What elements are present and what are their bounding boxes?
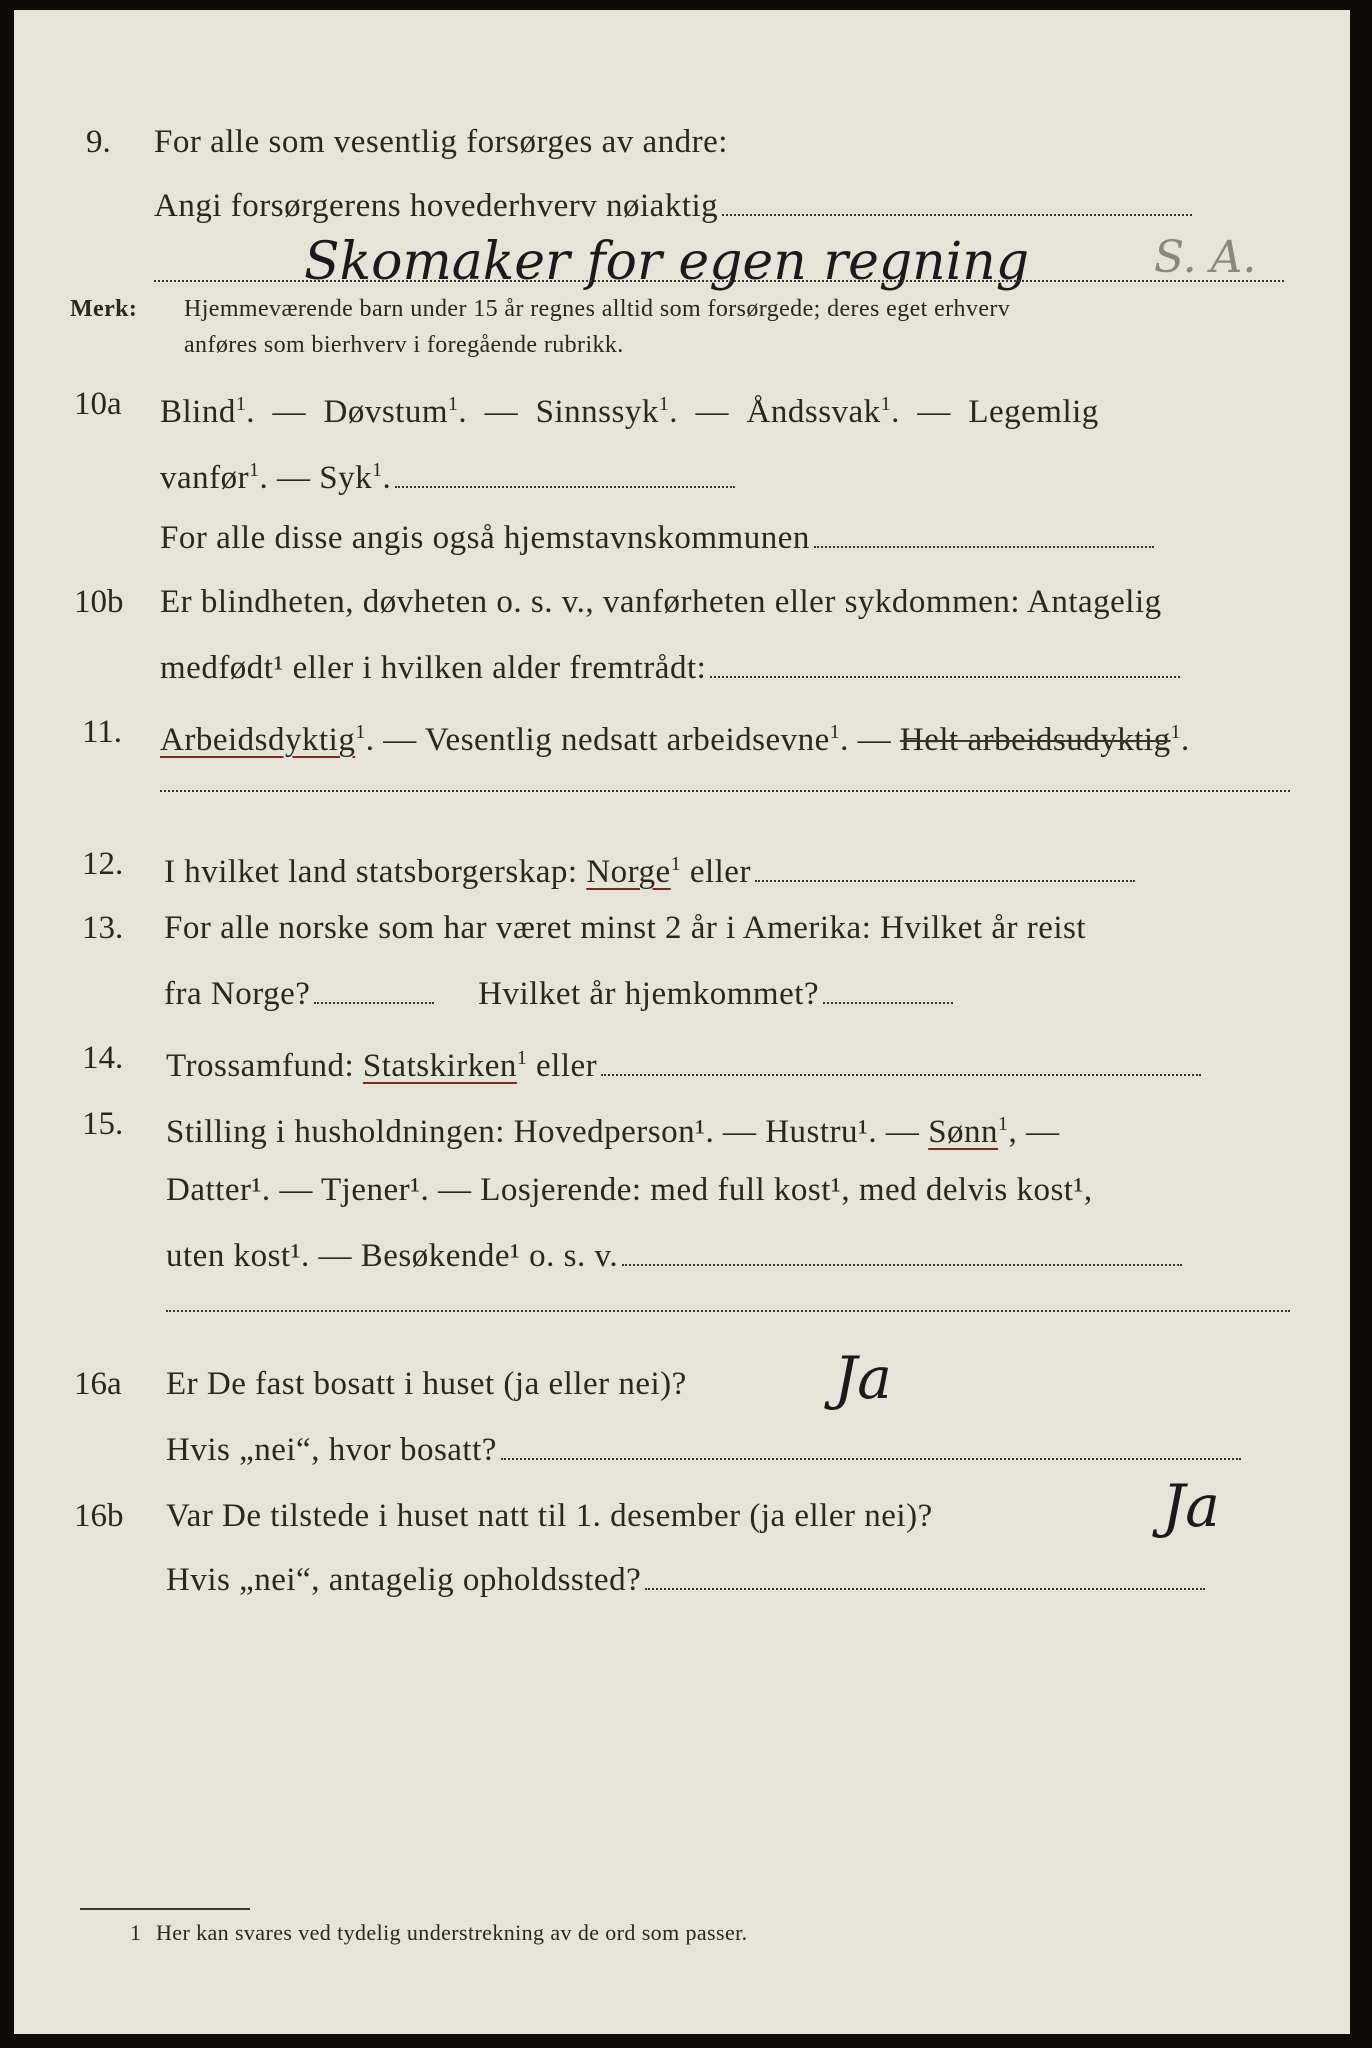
q16b-line2-text: Hvis „nei“, antagelig opholdssted? xyxy=(166,1562,642,1598)
q10a-sinnssyk: Sinnssyk xyxy=(535,394,659,430)
q10a-line3 xyxy=(160,518,1154,558)
merk-label: Merk: xyxy=(70,296,138,322)
q10a-dovstum: Døvstum xyxy=(323,394,449,430)
q12-number: 12. xyxy=(82,846,124,882)
q14-text: Trossamfund: xyxy=(166,1048,355,1084)
q11-arbeidsdyktig: Arbeidsdyktig xyxy=(160,722,356,758)
q13-hjemkommet-text: Hvilket år hjemkommet? xyxy=(478,976,820,1012)
q11-helt-arbeidsudyktig: Helt arbeidsudyktig xyxy=(899,722,1171,758)
q10a-legemlig: Legemlig xyxy=(968,394,1099,430)
q16b-line2 xyxy=(166,1560,1205,1600)
q14-line1: Trossamfund: Statskirken$^1$ eller xyxy=(166,1038,1201,1086)
census-form-page xyxy=(14,10,1350,2034)
q13-reist-line xyxy=(314,1002,434,1004)
q14-statskirken: Statskirken xyxy=(362,1048,517,1084)
q9-number: 9. xyxy=(86,124,111,160)
q15-line3-text: uten kost¹. — Besøkende¹ o. s. v. xyxy=(166,1238,619,1274)
q10a-number: 10a xyxy=(74,386,122,422)
q10a-line1: Blind$^1$. — Døvstum$^1$. — Sinnssyk$^1$. — Åndssvak$^1$. — Legemlig xyxy=(160,393,1099,430)
q15-extra-line xyxy=(166,1310,1290,1312)
q15-sonn: Sønn xyxy=(928,1114,999,1150)
q12-norge: Norge xyxy=(586,854,671,890)
q10a-fill-line xyxy=(395,486,735,488)
q10b-line2-text: medfødt¹ eller i hvilken alder fremtrådt: xyxy=(160,650,707,686)
q15-number: 15. xyxy=(82,1106,124,1142)
q10a-hjemstavn-line xyxy=(814,546,1154,548)
q15-line2: Datter¹. — Tjener¹. — Losjerende: med full kost¹, med delvis kost¹, xyxy=(166,1172,1093,1208)
q10a-line2: vanfør$^1$. — Syk$^1$. xyxy=(160,450,735,498)
q16a-fill-line xyxy=(501,1458,1241,1460)
q15-line1: Stilling i husholdningen: Hovedperson¹. — Hustru¹. — Sønn$^1$, — xyxy=(166,1113,1060,1150)
q16b-number: 16b xyxy=(74,1498,124,1534)
q13-number: 13. xyxy=(82,910,124,946)
q13-reist-text: fra Norge? xyxy=(164,976,311,1012)
q15-line1-pre: Stilling i husholdningen: Hovedperson¹. — Hustru¹. — xyxy=(166,1114,920,1150)
q12-line1: I hvilket land statsborgerskap: Norge$^1$ eller xyxy=(164,844,1135,892)
q12-eller: eller xyxy=(689,854,751,890)
q10b-number: 10b xyxy=(74,584,124,620)
q14-eller: eller xyxy=(536,1048,598,1084)
q16b-fill-line xyxy=(645,1588,1205,1590)
merk-line2: anføres som bierhverv i foregående rubrikk. xyxy=(184,332,624,358)
q15-fill-line xyxy=(622,1264,1182,1266)
q16a-line1: Er De fast bosatt i huset (ja eller nei)? xyxy=(166,1366,687,1402)
q13-hjemkommet-line xyxy=(823,1002,953,1004)
q16a-handwritten-answer: Ja xyxy=(834,1344,892,1412)
q16a-line2-text: Hvis „nei“, hvor bosatt? xyxy=(166,1432,497,1468)
q14-number: 14. xyxy=(82,1040,124,1076)
q9-line2-text: Angi forsørgerens hovederhverv nøiaktig xyxy=(154,188,719,224)
q10a-andssvak: Åndssvak xyxy=(746,394,881,430)
q11-vesentlig-nedsatt: Vesentlig nedsatt arbeidsevne xyxy=(424,722,830,758)
q11-number: 11. xyxy=(82,714,123,750)
q9-fill-line xyxy=(722,214,1192,216)
q13-line2 xyxy=(164,974,953,1014)
footnote-text: Her kan svares ved tydelig understrekning av de ord som passer. xyxy=(156,1920,748,1945)
q16b-handwritten-answer: Ja xyxy=(1162,1472,1220,1540)
footnote-mark: 1 xyxy=(130,1920,142,1945)
q15-line1-post: — xyxy=(1025,1114,1060,1150)
q14-fill-line xyxy=(601,1074,1201,1076)
q9-line2 xyxy=(154,186,1192,226)
q10a-vanfor: vanfør xyxy=(160,460,250,496)
merk-line1: Hjemmeværende barn under 15 år regnes alltid som forsørgede; deres eget erhverv xyxy=(184,296,1011,322)
q9-handwritten-answer: Skomaker for egen regning xyxy=(304,232,1030,292)
q13-line1: For alle norske som har været minst 2 år i Amerika: Hvilket år reist xyxy=(164,910,1087,946)
q9-line1: For alle som vesentlig forsørges av andre: xyxy=(154,124,728,160)
q11-fill-line xyxy=(160,790,1290,792)
footnote-separator xyxy=(80,1908,250,1910)
q15-line3 xyxy=(166,1236,1182,1276)
q16a-number: 16a xyxy=(74,1366,122,1402)
q10a-line3-text: For alle disse angis også hjemstavnskommunen xyxy=(160,520,810,556)
q12-fill-line xyxy=(755,880,1135,882)
q10a-syk: Syk xyxy=(319,460,373,496)
q10b-fill-line xyxy=(710,676,1180,678)
q9-answer-line xyxy=(154,280,1284,282)
q10b-line1: Er blindheten, døvheten o. s. v., vanførheten eller sykdommen: Antagelig xyxy=(160,584,1162,620)
q10a-blind: Blind xyxy=(160,394,236,430)
q16b-line1: Var De tilstede i huset natt til 1. desember (ja eller nei)? xyxy=(166,1498,933,1534)
q10b-line2 xyxy=(160,648,1180,688)
q16a-line2 xyxy=(166,1430,1241,1470)
q12-text: I hvilket land statsborgerskap: xyxy=(164,854,578,890)
q9-handwritten-mark: S. A. xyxy=(1154,232,1257,283)
q11-line1: Arbeidsdyktig$^1$. — Vesentlig nedsatt arbeidsevne$^1$. — Helt arbeidsudyktig$^1$. xyxy=(160,721,1190,758)
